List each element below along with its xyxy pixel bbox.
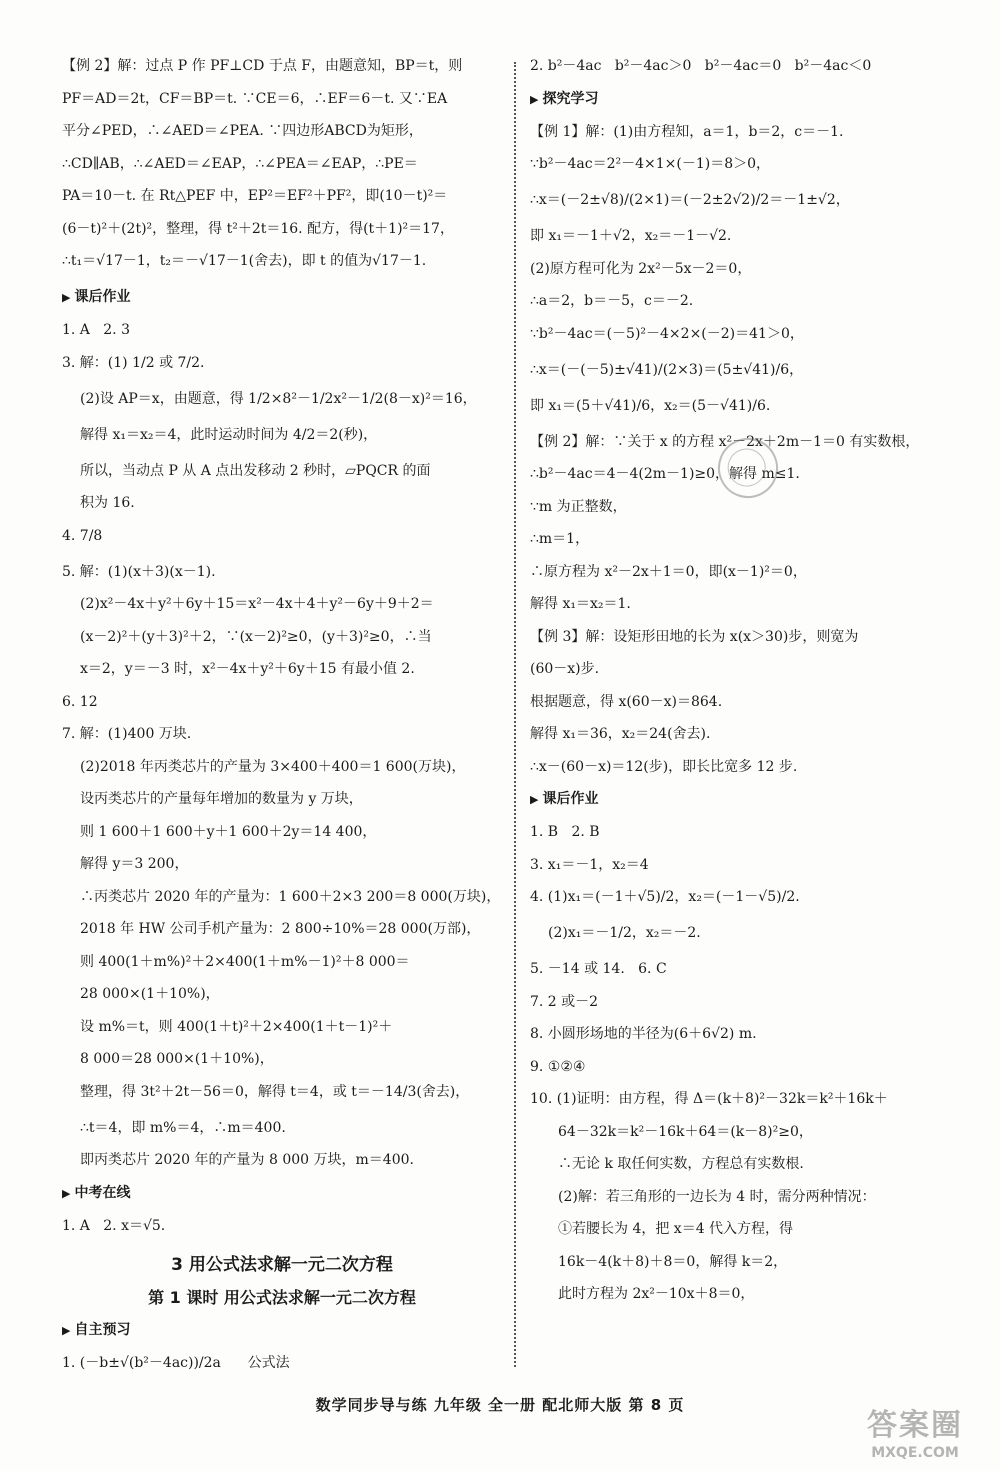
answer-line: ∴x－(60－x)＝12(步)，即长比宽多 12 步. <box>530 758 798 775</box>
answer-line: 平分∠PED，∴∠AED＝∠PEA. ∵四边形ABCD为矩形， <box>62 123 423 139</box>
answer-line: (2)x₁＝－1/2，x₂＝－2. <box>548 925 701 941</box>
answer-line: ①若腰长为 4，把 x＝4 代入方程，得 <box>558 1221 794 1237</box>
answer-line: ∵m 为正整数， <box>530 498 627 515</box>
section-heading <box>530 91 960 108</box>
answer-line: ∴原方程为 x²－2x＋1＝0，即(x－1)²＝0， <box>530 563 807 580</box>
right-answer-lines <box>530 58 960 1302</box>
section-heading-label: 探究学习 <box>542 90 599 107</box>
answer-line: 设 m%＝t，则 400(1＋t)²＋2×400(1＋t－1)²＋ <box>80 1018 393 1035</box>
answer-line: 7. 2 或－2 <box>530 993 599 1010</box>
answer-line: ∴t＝4，即 m%＝4，∴m＝400. <box>80 1119 286 1136</box>
answer-line: (x－2)²＋(y＋3)²＋2，∵(x－2)²≥0，(y＋3)²≥0，∴当 <box>80 628 432 645</box>
answer-line: 6. 12 <box>62 693 98 710</box>
answer-line: (2)设 AP＝x，由题意，得 1/2×8²－1/2x²－1/2(8－x)²＝16， <box>80 390 477 407</box>
answer-line: 5. －14 或 14. 6. C <box>530 961 667 977</box>
answer-line: 【例 2】解：∵关于 x 的方程 x²－2x＋2m－1＝0 有实数根， <box>530 433 920 450</box>
section-heading <box>62 289 502 306</box>
triangle-bullet-icon: ▶ <box>530 92 539 106</box>
section-heading <box>62 1322 502 1339</box>
section-title: 3 用公式法求解一元二次方程 <box>171 1255 393 1275</box>
answer-line: ∴m＝1， <box>530 531 590 547</box>
answer-line: 5. 解：(1)(x＋3)(x－1). <box>62 563 216 580</box>
answer-line: ∵b²－4ac＝2²－4×1×(－1)＝8＞0， <box>530 156 771 172</box>
section-heading-label: 课后作业 <box>542 791 599 807</box>
answer-line: 即 x₁＝－1＋√2，x₂＝－1－√2. <box>530 228 732 244</box>
answer-line: (2)解：若三角形的一边长为 4 时，需分两种情况： <box>558 1188 876 1205</box>
answer-line: 【例 2】解：过点 P 作 PF⊥CD 于点 F，由题意知，BP＝t，则 <box>62 58 463 74</box>
answer-line: 【例 1】解：(1)由方程知，a＝1，b＝2，c＝－1. <box>530 123 844 140</box>
section-heading <box>62 1185 502 1202</box>
answer-line: 解得 x₁＝x₂＝1. <box>530 596 631 612</box>
answer-line: ∴x＝(－2±√8)/(2×1)＝(－2±2√2)/2＝－1±√2， <box>530 192 850 208</box>
answer-line: ∴t₁＝√17－1，t₂＝－√17－1(舍去)，即 t 的值为√17－1. <box>62 253 427 269</box>
section-heading <box>530 791 960 808</box>
answer-line: PF＝AD＝2t，CF＝BP＝t. ∵CE＝6，∴EF＝6－t. 又∵EA <box>62 90 448 107</box>
answer-line: 9. ①②④ <box>530 1058 586 1075</box>
answer-line: 整理，得 3t²＋2t－56＝0，解得 t＝4，或 t＝－14/3(舍去)， <box>80 1083 470 1100</box>
answer-line: 64－32k＝k²－16k＋64＝(k－8)²≥0， <box>558 1123 813 1140</box>
triangle-bullet-icon: ▶ <box>62 1186 71 1200</box>
answer-line: 此时方程为 2x²－10x＋8＝0， <box>558 1286 755 1302</box>
section-heading-label: 中考在线 <box>74 1184 131 1201</box>
triangle-bullet-icon: ▶ <box>62 291 71 304</box>
answer-line: ∴x＝(－(－5)±√41)/(2×3)＝(5±√41)/6， <box>530 361 804 378</box>
watermark-logo <box>835 1408 995 1468</box>
answer-line: 16k－4(k＋8)＋8＝0，解得 k＝2， <box>558 1253 788 1270</box>
answer-line: 28 000×(1＋10%)， <box>80 986 220 1002</box>
answer-line: 1. A 2. 3 <box>62 322 130 338</box>
right-column <box>530 58 960 1319</box>
answer-line: ∴a＝2，b＝－5，c＝－2. <box>530 293 694 309</box>
answer-line: x＝2，y＝－3 时，x²－4x＋y²＋6y＋15 有最小值 2. <box>80 661 415 677</box>
answer-line: 10. (1)证明：由方程，得 Δ＝(k＋8)²－32k＝k²＋16k＋ <box>530 1091 888 1107</box>
answer-line: 1. (－b±√(b²－4ac))/2a 公式法 <box>62 1355 290 1371</box>
answer-line: 即 x₁＝(5＋√41)/6，x₂＝(5－√41)/6. <box>530 397 771 414</box>
answer-line: 8 000＝28 000×(1＋10%)， <box>80 1051 274 1067</box>
left-answer-lines <box>62 58 502 1234</box>
answer-line: ∴CD∥AB，∴∠AED＝∠EAP，∴∠PEA＝∠EAP，∴PE＝ <box>62 155 418 172</box>
answer-line: ∴丙类芯片 2020 年的产量为：1 600＋2×3 200＝8 000(万块)， <box>80 888 501 905</box>
answer-line: ∵b²－4ac＝(－5)²－4×2×(－2)＝41＞0， <box>530 325 804 342</box>
answer-line: 3. 解：(1) 1/2 或 7/2. <box>62 354 205 371</box>
answer-line: 即丙类芯片 2020 年的产量为 8 000 万块，m＝400. <box>80 1152 414 1168</box>
answer-line: 设丙类芯片的产量每年增加的数量为 y 万块， <box>80 791 363 807</box>
answer-line: PA＝10－t. 在 Rt△PEF 中，EP²＝EF²＋PF²，即(10－t)²＝ <box>62 188 448 204</box>
left-column <box>62 58 502 1391</box>
left-tail-lines <box>62 1322 502 1371</box>
column-divider <box>514 62 516 1367</box>
answer-line: ∴b²－4ac＝4－4(2m－1)≥0，解得 m≤1. <box>530 466 800 482</box>
section-heading-label: 自主预习 <box>74 1322 131 1338</box>
answer-line: 解得 x₁＝36，x₂＝24(舍去). <box>530 726 711 742</box>
answer-line: ∴无论 k 取任何实数，方程总有实数根. <box>558 1156 804 1172</box>
answer-line: 解得 y＝3 200， <box>80 856 189 872</box>
watermark-url: MXQE.COM <box>871 1445 959 1461</box>
answer-line: 积为 16. <box>80 495 135 511</box>
answer-line: 2018 年 HW 公司手机产量为：2 800÷10%＝28 000(万部)， <box>80 921 481 937</box>
answer-line: 3. x₁＝－1，x₂＝4 <box>530 856 649 873</box>
answer-line: 1. B 2. B <box>530 824 600 840</box>
answer-line: 8. 小圆形场地的半径为(6＋6√2) m. <box>530 1026 757 1042</box>
answer-line: (60－x)步. <box>530 661 600 677</box>
answer-line: (6－t)²＋(2t)²，整理，得 t²＋2t＝16. 配方，得(t＋1)²＝17， <box>62 220 454 237</box>
triangle-bullet-icon: ▶ <box>530 793 539 806</box>
answer-line: 【例 3】解：设矩形田地的长为 x(x＞30)步，则宽为 <box>530 628 859 645</box>
answer-line: 4. (1)x₁＝(－1＋√5)/2，x₂＝(－1－√5)/2. <box>530 889 800 905</box>
answer-line: 根据题意，得 x(60－x)＝864. <box>530 693 723 710</box>
answer-line: 解得 x₁＝x₂＝4，此时运动时间为 4/2＝2(秒)， <box>80 426 378 443</box>
answer-line: (2)x²－4x＋y²＋6y＋15＝x²－4x＋4＋y²－6y＋9＋2＝ <box>80 596 434 612</box>
page-footer: 数学同步导与练 九年级 全一册 配北师大版 第 8 页 <box>315 1396 685 1414</box>
lesson-title: 第 1 课时 用公式法求解一元二次方程 <box>148 1288 416 1307</box>
answer-line: 7. 解：(1)400 万块. <box>62 726 192 742</box>
answer-line: 则 400(1＋m%)²＋2×400(1＋m%－1)²＋8 000＝ <box>80 953 410 970</box>
answer-line: 1. A 2. x＝√5. <box>62 1217 166 1234</box>
answer-line: (2)原方程可化为 2x²－5x－2＝0， <box>530 260 752 277</box>
section-heading-label: 课后作业 <box>74 289 131 305</box>
triangle-bullet-icon: ▶ <box>62 1324 71 1337</box>
answer-line: 则 1 600＋1 600＋y＋1 600＋2y＝14 400， <box>80 823 377 840</box>
answer-line: 2. b²－4ac b²－4ac＞0 b²－4ac＝0 b²－4ac＜0 <box>530 58 872 74</box>
watermark-text: 答案圈 <box>867 1408 963 1443</box>
answer-line: 所以，当动点 P 从 A 点出发移动 2 秒时，▱PQCR 的面 <box>80 462 431 479</box>
answer-line: (2)2018 年丙类芯片的产量为 3×400＋400＝1 600(万块)， <box>80 758 466 775</box>
answer-line: 4. 7/8 <box>62 527 103 544</box>
